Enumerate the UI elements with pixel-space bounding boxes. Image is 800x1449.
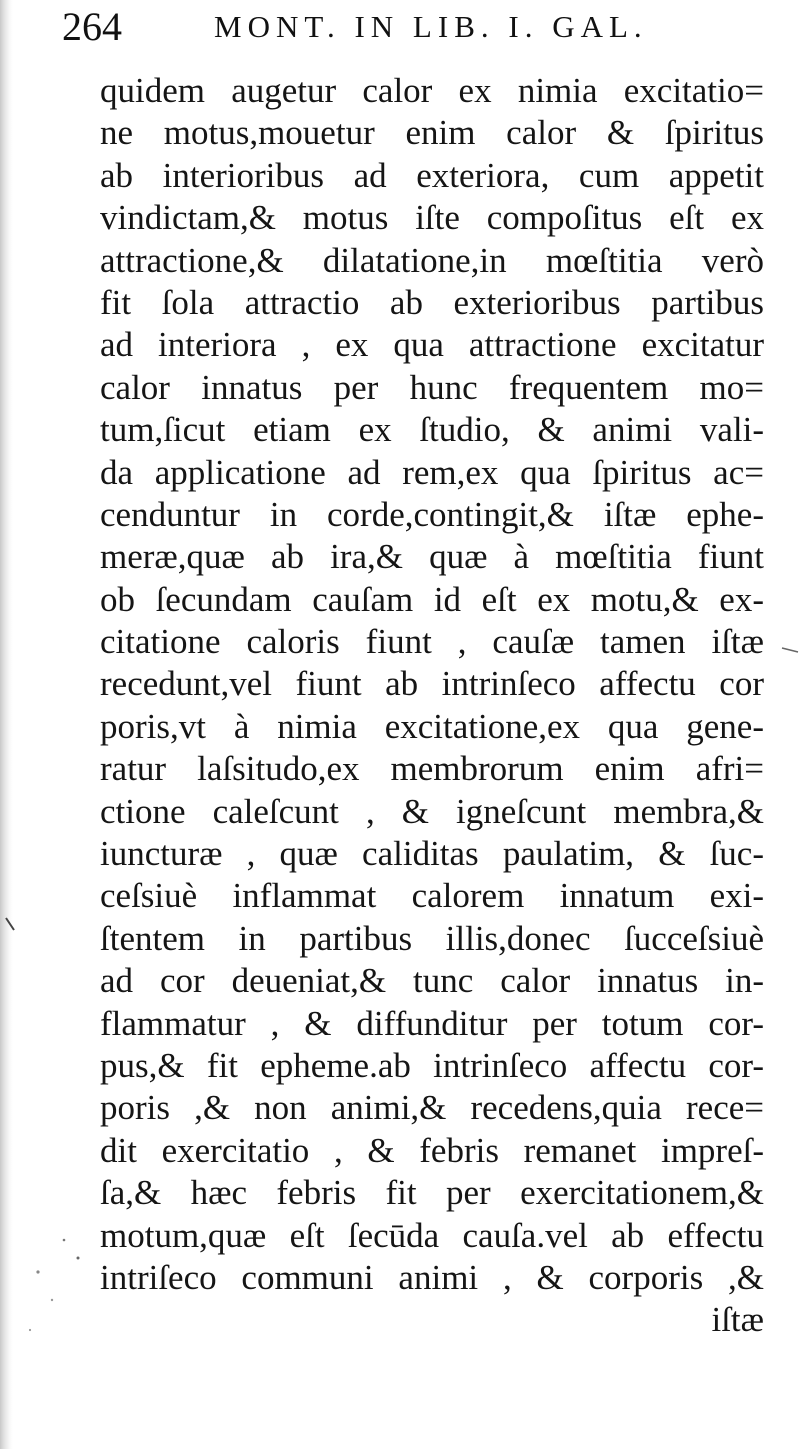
- text-line: recedunt,vel fiunt ab intrinſeco affectu cor: [100, 664, 764, 704]
- text-line: fit ſola attractio ab exterioribus partibus: [100, 282, 764, 322]
- text-line: iuncturæ , quæ caliditas paulatim, & ſuc-: [100, 834, 764, 874]
- text-line: motum,quæ eſt ſecūda cauſa.vel ab effectu: [100, 1215, 764, 1255]
- text-line: cenduntur in corde,contingit,& iſtæ ephe-: [100, 494, 764, 534]
- text-line: ob ſecundam cauſam id eſt ex motu,& ex-: [100, 579, 764, 619]
- text-line: ne motus,mouetur enim calor & ſpiritus: [100, 113, 764, 153]
- text-line: ſa,& hæc febris fit per exercitationem,&: [100, 1173, 764, 1213]
- text-line: ſtentem in partibus illis,donec ſucceſsiuè: [100, 918, 764, 958]
- catchword: iſtæ: [711, 1300, 764, 1340]
- page-header: [62, 4, 702, 50]
- text-line: ad cor deueniat,& tunc calor innatus in-: [100, 961, 764, 1001]
- text-line: ab interioribus ad exteriora, cum appetit: [100, 155, 764, 195]
- text-line: quidem augetur calor ex nimia excitatio=: [100, 71, 764, 110]
- text-line: poris,vt à nimia excitatione,ex qua gene-: [100, 706, 764, 746]
- text-line: citatione caloris fiunt , cauſæ tamen iſtæ: [100, 622, 764, 662]
- page-number: 264: [62, 4, 122, 49]
- text-line: calor innatus per hunc frequentem mo=: [100, 367, 764, 407]
- text-line: intriſeco communi animi , & corporis ,&: [100, 1257, 764, 1297]
- text-line: meræ,quæ ab ira,& quæ à mœſtitia fiunt: [100, 537, 764, 577]
- text-line: vindictam,& motus iſte compoſitus eſt ex: [100, 198, 764, 238]
- text-line: poris ,& non animi,& recedens,quia rece=: [100, 1088, 764, 1128]
- body-text: [100, 70, 764, 1342]
- text-line: dit exercitatio , & febris remanet impreſ-: [100, 1130, 764, 1170]
- running-head: MONT. IN LIB. I. GAL.: [214, 9, 648, 44]
- text-line: ctione caleſcunt , & igneſcunt membra,&: [100, 791, 764, 831]
- text-line: ratur laſsitudo,ex membrorum enim afri=: [100, 749, 764, 789]
- text-line: attractione,& dilatatione,in mœſtitia verò: [100, 240, 764, 280]
- text-line: ceſsiuè inflammat calorem innatum exi-: [100, 876, 764, 916]
- text-line: tum,ſicut etiam ex ſtudio, & animi vali-: [100, 410, 764, 450]
- text-line: pus,& fit epheme.ab intrinſeco affectu cor-: [100, 1045, 764, 1085]
- text-line: da applicatione ad rem,ex qua ſpiritus ac=: [100, 452, 764, 492]
- text-line: ad interiora , ex qua attractione excitatur: [100, 325, 764, 365]
- text-line: flammatur , & diffunditur per totum cor-: [100, 1003, 764, 1043]
